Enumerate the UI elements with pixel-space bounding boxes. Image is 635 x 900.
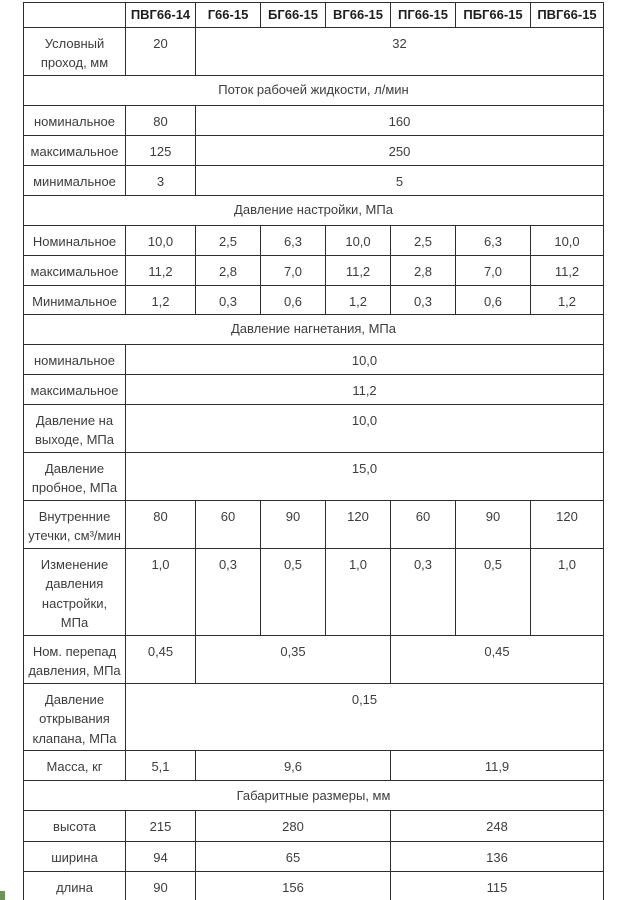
cell-value: 94 bbox=[126, 842, 196, 872]
row-label: максимальное bbox=[24, 135, 126, 165]
row-nominal-bore bbox=[24, 27, 604, 75]
row-label: минимальное bbox=[24, 165, 126, 195]
cell-value: 0,6 bbox=[456, 285, 531, 314]
header-col-pg66-15: ПГ66-15 bbox=[391, 3, 456, 28]
cell-value: 2,5 bbox=[391, 225, 456, 255]
row-label: Минимальное bbox=[24, 285, 126, 314]
row-discharge-max bbox=[24, 374, 604, 404]
table-header-row bbox=[24, 3, 604, 28]
cell-value: 10,0 bbox=[126, 225, 196, 255]
row-dim-length bbox=[24, 872, 604, 900]
row-outlet-pressure bbox=[24, 404, 604, 452]
cell-value: 250 bbox=[196, 135, 604, 165]
cell-value: 0,3 bbox=[196, 548, 261, 635]
row-label: номинальное bbox=[24, 344, 126, 374]
cell-value: 0,15 bbox=[126, 683, 604, 751]
section-header: Поток рабочей жидкости, л/мин bbox=[24, 75, 604, 105]
header-col-pvg66-15: ПВГ66-15 bbox=[531, 3, 604, 28]
cell-value: 136 bbox=[391, 842, 604, 872]
row-valve-opening-pressure bbox=[24, 683, 604, 751]
row-label: длина bbox=[24, 872, 126, 900]
cell-value: 6,3 bbox=[261, 225, 326, 255]
cell-value: 5,1 bbox=[126, 751, 196, 781]
cell-value: 0,6 bbox=[261, 285, 326, 314]
cell-value: 20 bbox=[126, 27, 196, 75]
cell-value: 215 bbox=[126, 811, 196, 842]
cell-value: 1,0 bbox=[326, 548, 391, 635]
cell-value: 11,2 bbox=[531, 255, 604, 285]
row-label: Номинальное bbox=[24, 225, 126, 255]
cell-value: 6,3 bbox=[456, 225, 531, 255]
cell-value: 90 bbox=[126, 872, 196, 900]
row-set-max bbox=[24, 255, 604, 285]
row-internal-leaks bbox=[24, 500, 604, 548]
cell-value: 0,45 bbox=[126, 635, 196, 683]
row-label: Ном. перепад давления, МПа bbox=[24, 635, 126, 683]
row-test-pressure bbox=[24, 452, 604, 500]
cell-value: 2,5 bbox=[196, 225, 261, 255]
row-label: максимальное bbox=[24, 255, 126, 285]
row-label: Внутренние утечки, см³/мин bbox=[24, 500, 126, 548]
section-dimensions bbox=[24, 781, 604, 811]
cell-value: 0,45 bbox=[391, 635, 604, 683]
row-label: Изменение давления настройки, МПа bbox=[24, 548, 126, 635]
row-label: номинальное bbox=[24, 105, 126, 135]
cell-value: 11,2 bbox=[126, 374, 604, 404]
header-col-pvg66-14: ПВГ66-14 bbox=[126, 3, 196, 28]
cell-value: 32 bbox=[196, 27, 604, 75]
header-col-bg66-15: БГ66-15 bbox=[261, 3, 326, 28]
cell-value: 10,0 bbox=[531, 225, 604, 255]
section-header: Габаритные размеры, мм bbox=[24, 781, 604, 811]
row-set-min bbox=[24, 285, 604, 314]
row-label: ширина bbox=[24, 842, 126, 872]
row-flow-nominal bbox=[24, 105, 604, 135]
cell-value: 11,9 bbox=[391, 751, 604, 781]
cell-value: 160 bbox=[196, 105, 604, 135]
cell-value: 90 bbox=[456, 500, 531, 548]
cell-value: 3 bbox=[126, 165, 196, 195]
cell-value: 10,0 bbox=[126, 404, 604, 452]
cell-value: 1,2 bbox=[531, 285, 604, 314]
cell-value: 248 bbox=[391, 811, 604, 842]
row-label: Давление открывания клапана, МПа bbox=[24, 683, 126, 751]
cell-value: 1,2 bbox=[326, 285, 391, 314]
cell-value: 0,35 bbox=[196, 635, 391, 683]
header-empty-cell bbox=[24, 3, 126, 28]
header-col-vg66-15: ВГ66-15 bbox=[326, 3, 391, 28]
cell-value: 1,2 bbox=[126, 285, 196, 314]
cell-value: 80 bbox=[126, 500, 196, 548]
cell-value: 0,5 bbox=[456, 548, 531, 635]
cell-value: 5 bbox=[196, 165, 604, 195]
cell-value: 60 bbox=[391, 500, 456, 548]
cell-value: 156 bbox=[196, 872, 391, 900]
cell-value: 7,0 bbox=[456, 255, 531, 285]
section-header: Давление нагнетания, МПа bbox=[24, 314, 604, 344]
cell-value: 280 bbox=[196, 811, 391, 842]
row-discharge-nominal bbox=[24, 344, 604, 374]
section-flow bbox=[24, 75, 604, 105]
cell-value: 2,8 bbox=[391, 255, 456, 285]
cell-value: 10,0 bbox=[126, 344, 604, 374]
cell-value: 2,8 bbox=[196, 255, 261, 285]
row-dim-width bbox=[24, 842, 604, 872]
row-label: Давление на выходе, МПа bbox=[24, 404, 126, 452]
cell-value: 0,3 bbox=[391, 285, 456, 314]
cell-value: 90 bbox=[261, 500, 326, 548]
row-pressure-drop bbox=[24, 635, 604, 683]
cell-value: 10,0 bbox=[326, 225, 391, 255]
row-flow-min bbox=[24, 165, 604, 195]
cell-value: 65 bbox=[196, 842, 391, 872]
section-discharge-pressure bbox=[24, 314, 604, 344]
row-mass bbox=[24, 751, 604, 781]
cell-value: 120 bbox=[326, 500, 391, 548]
cell-value: 0,3 bbox=[196, 285, 261, 314]
cell-value: 115 bbox=[391, 872, 604, 900]
cell-value: 80 bbox=[126, 105, 196, 135]
row-label: Условный проход, мм bbox=[24, 27, 126, 75]
cell-value: 9,6 bbox=[196, 751, 391, 781]
page-edge-artifact bbox=[0, 891, 5, 900]
section-set-pressure bbox=[24, 195, 604, 225]
cell-value: 7,0 bbox=[261, 255, 326, 285]
cell-value: 15,0 bbox=[126, 452, 604, 500]
row-set-nominal bbox=[24, 225, 604, 255]
specs-table bbox=[23, 2, 604, 900]
row-label: Масса, кг bbox=[24, 751, 126, 781]
cell-value: 0,3 bbox=[391, 548, 456, 635]
row-flow-max bbox=[24, 135, 604, 165]
row-dim-height bbox=[24, 811, 604, 842]
cell-value: 120 bbox=[531, 500, 604, 548]
row-set-pressure-change bbox=[24, 548, 604, 635]
row-label: высота bbox=[24, 811, 126, 842]
cell-value: 1,0 bbox=[126, 548, 196, 635]
cell-value: 0,5 bbox=[261, 548, 326, 635]
header-col-pbg66-15: ПБГ66-15 bbox=[456, 3, 531, 28]
row-label: Давление пробное, МПа bbox=[24, 452, 126, 500]
row-label: максимальное bbox=[24, 374, 126, 404]
cell-value: 11,2 bbox=[326, 255, 391, 285]
cell-value: 11,2 bbox=[126, 255, 196, 285]
cell-value: 125 bbox=[126, 135, 196, 165]
cell-value: 1,0 bbox=[531, 548, 604, 635]
header-col-g66-15: Г66-15 bbox=[196, 3, 261, 28]
cell-value: 60 bbox=[196, 500, 261, 548]
section-header: Давление настройки, МПа bbox=[24, 195, 604, 225]
